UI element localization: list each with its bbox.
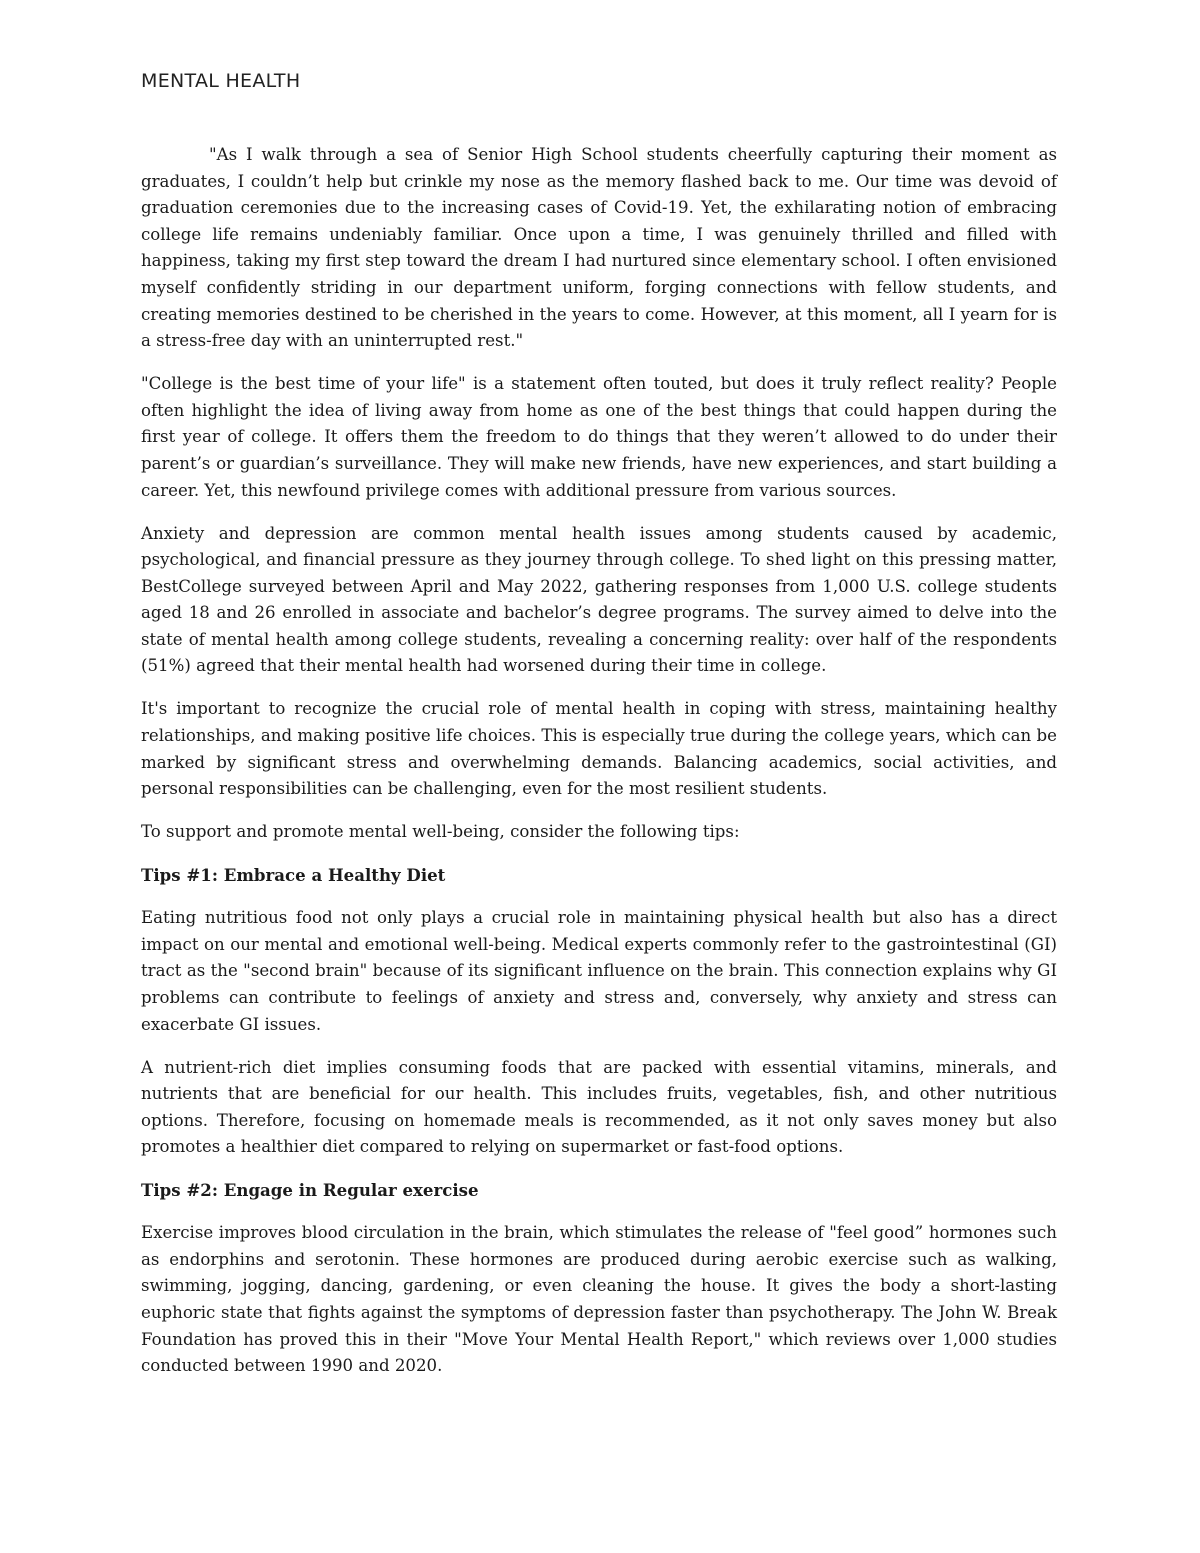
body-paragraph: To support and promote mental well-being, consider the following tips:	[141, 822, 740, 842]
document-header: MENTAL HEALTH	[141, 70, 301, 92]
body-paragraph: "College is the best time of your life" is a statement often touted, but does it truly reflect reality? People often highlight the idea of living away from home as one of the best things that could happen during the first year of college. It offers them the freedom to do things that they weren’t allowed to do under their parent’s or guardian’s surveillance. They will make new friends, have new experiences, and start building a career. Yet, this newfound privilege comes with additional pressure from various sources.	[141, 374, 1057, 500]
body-paragraph: It's important to recognize the crucial role of mental health in coping with stress, maintaining healthy relationships, and making positive life choices. This is especially true during the college years, which can be marked by significant stress and overwhelming demands. Balancing academics, social activities, and personal responsibilities can be challenging, even for the most resilient students.	[141, 699, 1057, 799]
document-body	[141, 142, 1057, 1396]
tip-paragraph: A nutrient-rich diet implies consuming foods that are packed with essential vitamins, minerals, and nutrients that are beneficial for our health. This includes fruits, vegetables, fish, and other nutritious options. Therefore, focusing on homemade meals is recommended, as it not only saves money but also promotes a healthier diet compared to relying on supermarket or fast-food options.	[141, 1057, 1057, 1157]
body-paragraph: Anxiety and depression are common mental health issues among students caused by academic, psychological, and financial pressure as they journey through college. To shed light on this pressing matter, BestCollege surveyed between April and May 2022, gathering responses from 1,000 U.S. college students aged 18 and 26 enrolled in associate and bachelor’s degree programs. The survey aimed to delve into the state of mental health among college students, revealing a concerning reality: over half of the respondents (51%) agreed that their mental health had worsened during their time in college.	[141, 523, 1057, 676]
tip-paragraph: Eating nutritious food not only plays a crucial role in maintaining physical health but also has a direct impact on our mental and emotional well-being. Medical experts commonly refer to the gastrointestinal (GI) tract as the "second brain" because of its significant influence on the brain. This connection explains why GI problems can contribute to feelings of anxiety and stress and, conversely, why anxiety and stress can exacerbate GI issues.	[141, 908, 1057, 1034]
tip-heading: Tips #2: Engage in Regular exercise	[141, 1180, 479, 1201]
tip-paragraph: Exercise improves blood circulation in the brain, which stimulates the release of "feel good” hormones such as endorphins and serotonin. These hormones are produced during aerobic exercise such as walking, swimming, jogging, dancing, gardening, or even cleaning the house. It gives the body a short-lasting euphoric state that fights against the symptoms of depression faster than psychotherapy. The John W. Break Foundation has proved this in their "Move Your Mental Health Report," which reviews over 1,000 studies conducted between 1990 and 2020.	[141, 1223, 1057, 1376]
tip-heading: Tips #1: Embrace a Healthy Diet	[141, 865, 446, 886]
intro-quote-paragraph: "As I walk through a sea of Senior High School students cheerfully capturing their moment as graduates, I couldn’t help but crinkle my nose as the memory flashed back to me. Our time was devoid of graduation ceremonies due to the increasing cases of Covid-19. Yet, the exhilarating notion of embracing college life remains undeniably familiar. Once upon a time, I was genuinely thrilled and filled with happiness, taking my first step toward the dream I had nurtured since elementary school. I often envisioned myself confidently striding in our department uniform, forging connections with fellow students, and creating memories destined to be cherished in the years to come. However, at this moment, all I yearn for is a stress-free day with an uninterrupted rest."	[141, 145, 1057, 351]
